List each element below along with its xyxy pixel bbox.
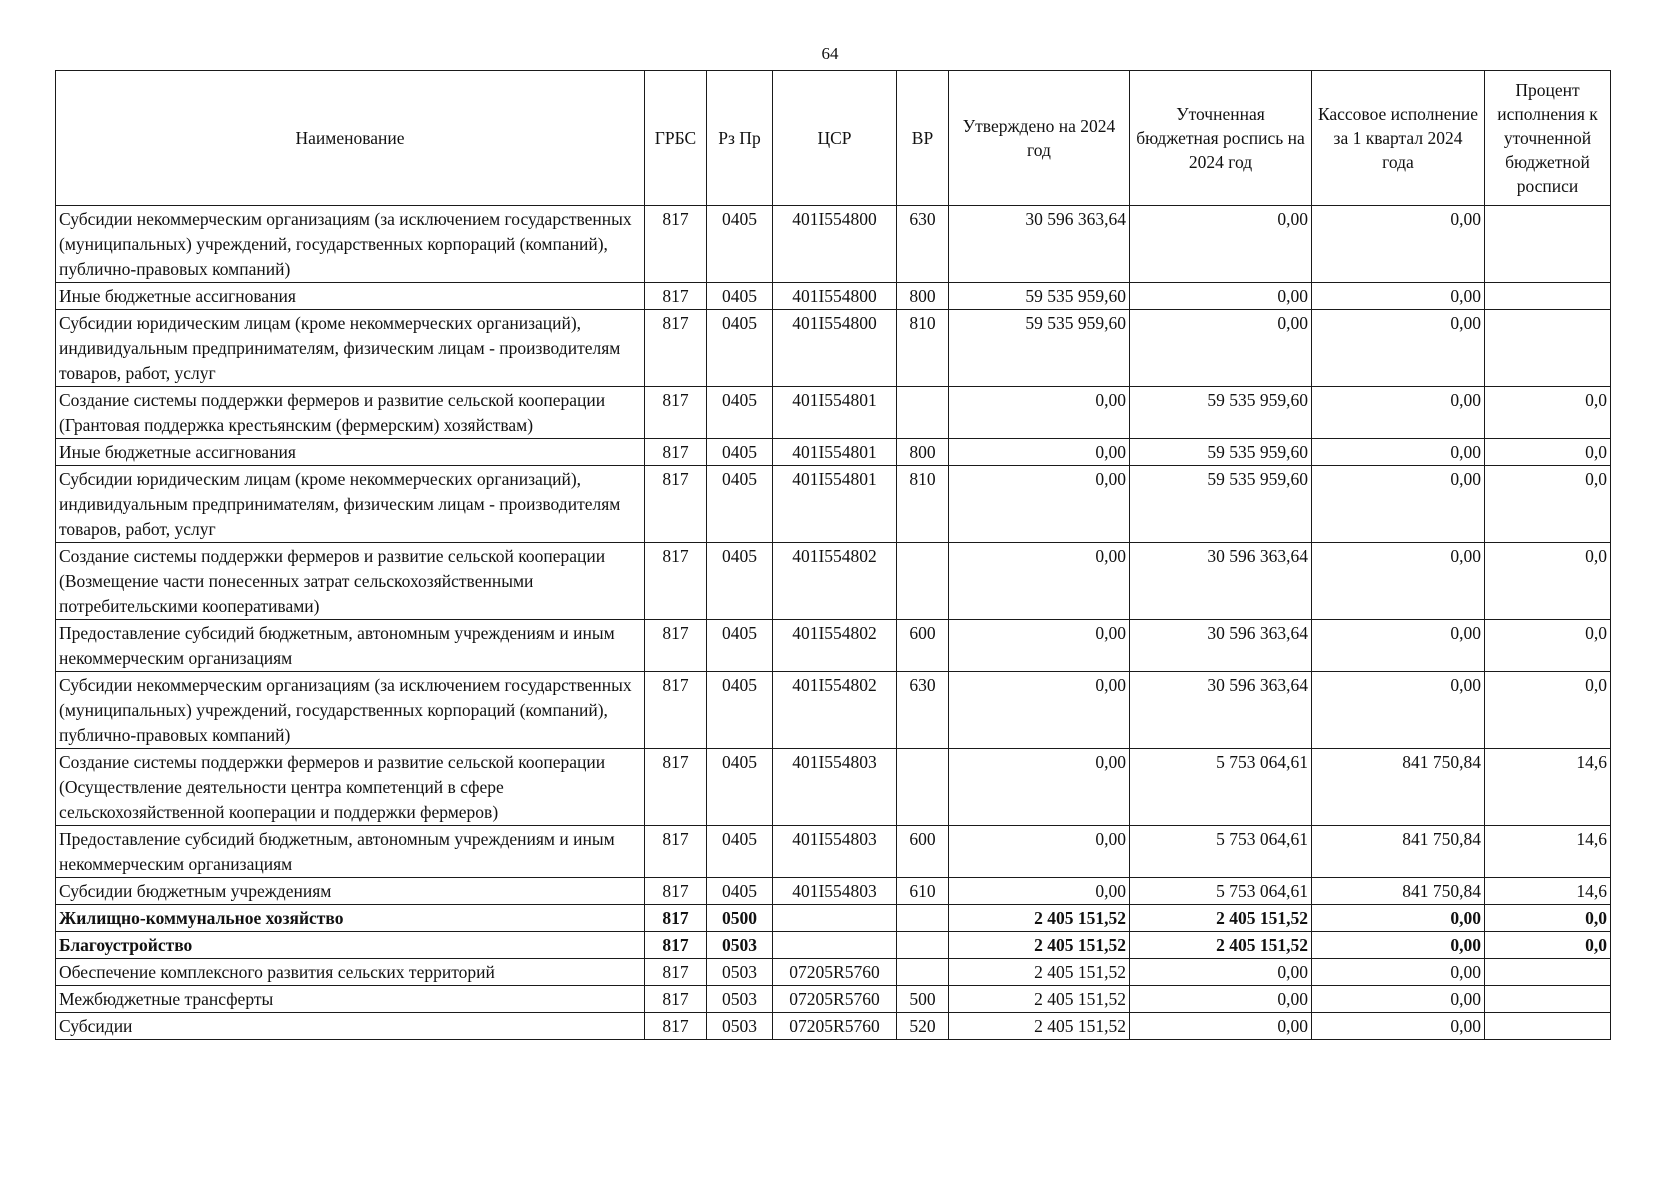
page-number: 64 (821, 44, 839, 63)
table-row (56, 826, 1611, 878)
cell-refined: 2 405 151,52 (1130, 905, 1312, 932)
table-row (56, 387, 1611, 439)
cell-vr (897, 387, 949, 439)
cell-grbs: 817 (645, 543, 707, 620)
cell-csr (773, 905, 897, 932)
cell-approved: 0,00 (949, 826, 1130, 878)
cell-executed: 841 750,84 (1312, 749, 1485, 826)
budget-table (55, 70, 1611, 1040)
cell-approved: 0,00 (949, 749, 1130, 826)
cell-name: Межбюджетные трансферты (56, 986, 645, 1013)
cell-grbs: 817 (645, 932, 707, 959)
cell-vr: 610 (897, 878, 949, 905)
cell-refined: 30 596 363,64 (1130, 620, 1312, 672)
table-row (56, 466, 1611, 543)
cell-percent: 14,6 (1485, 749, 1611, 826)
table-row (56, 672, 1611, 749)
cell-csr (773, 932, 897, 959)
cell-name: Создание системы поддержки фермеров и развитие сельской кооперации (Возмещение части понесенных затрат сельскохозяйственными потребительскими кооперативами) (56, 543, 645, 620)
cell-vr: 800 (897, 283, 949, 310)
col-header-percent: Процент исполнения к уточненной бюджетной росписи (1485, 71, 1611, 206)
table-row (56, 543, 1611, 620)
cell-vr (897, 749, 949, 826)
cell-name: Иные бюджетные ассигнования (56, 439, 645, 466)
cell-name: Субсидии юридическим лицам (кроме некоммерческих организаций), индивидуальным предпринимателям, физическим лицам - производителям товаров, работ, услуг (56, 466, 645, 543)
cell-executed: 841 750,84 (1312, 826, 1485, 878)
cell-refined: 5 753 064,61 (1130, 826, 1312, 878)
cell-csr: 401I554801 (773, 387, 897, 439)
cell-approved: 30 596 363,64 (949, 206, 1130, 283)
cell-vr (897, 932, 949, 959)
cell-name: Субсидии юридическим лицам (кроме некоммерческих организаций), индивидуальным предпринимателям, физическим лицам - производителям товаров, работ, услуг (56, 310, 645, 387)
cell-rzpr: 0405 (707, 387, 773, 439)
cell-refined: 5 753 064,61 (1130, 749, 1312, 826)
cell-approved: 0,00 (949, 466, 1130, 543)
cell-approved: 2 405 151,52 (949, 1013, 1130, 1040)
cell-executed: 0,00 (1312, 439, 1485, 466)
col-header-name: Наименование (56, 71, 645, 206)
cell-executed: 0,00 (1312, 905, 1485, 932)
cell-csr: 07205R5760 (773, 959, 897, 986)
cell-name: Иные бюджетные ассигнования (56, 283, 645, 310)
cell-rzpr: 0503 (707, 1013, 773, 1040)
cell-rzpr: 0405 (707, 620, 773, 672)
cell-rzpr: 0405 (707, 878, 773, 905)
cell-grbs: 817 (645, 620, 707, 672)
col-header-grbs: ГРБС (645, 71, 707, 206)
cell-csr: 401I554802 (773, 672, 897, 749)
cell-percent: 0,0 (1485, 387, 1611, 439)
cell-executed: 0,00 (1312, 959, 1485, 986)
cell-rzpr: 0405 (707, 310, 773, 387)
cell-vr: 810 (897, 466, 949, 543)
cell-csr: 401I554803 (773, 878, 897, 905)
cell-vr (897, 543, 949, 620)
cell-executed: 0,00 (1312, 310, 1485, 387)
cell-percent: 0,0 (1485, 932, 1611, 959)
cell-approved: 0,00 (949, 543, 1130, 620)
cell-executed: 0,00 (1312, 283, 1485, 310)
cell-approved: 59 535 959,60 (949, 283, 1130, 310)
cell-csr: 401I554802 (773, 620, 897, 672)
cell-csr: 401I554801 (773, 466, 897, 543)
cell-name: Создание системы поддержки фермеров и развитие сельской кооперации (Грантовая поддержка крестьянским (фермерским) хозяйствам) (56, 387, 645, 439)
cell-name: Благоустройство (56, 932, 645, 959)
cell-approved: 2 405 151,52 (949, 932, 1130, 959)
cell-approved: 0,00 (949, 672, 1130, 749)
cell-grbs: 817 (645, 206, 707, 283)
cell-percent: 14,6 (1485, 878, 1611, 905)
cell-percent (1485, 206, 1611, 283)
cell-percent: 14,6 (1485, 826, 1611, 878)
cell-name: Предоставление субсидий бюджетным, автономным учреждениям и иным некоммерческим организациям (56, 826, 645, 878)
cell-csr: 401I554800 (773, 310, 897, 387)
table-row-section (56, 932, 1611, 959)
table-row (56, 310, 1611, 387)
cell-percent: 0,0 (1485, 905, 1611, 932)
cell-percent: 0,0 (1485, 439, 1611, 466)
cell-refined: 0,00 (1130, 959, 1312, 986)
cell-rzpr: 0405 (707, 439, 773, 466)
cell-csr: 07205R5760 (773, 986, 897, 1013)
cell-grbs: 817 (645, 310, 707, 387)
cell-grbs: 817 (645, 1013, 707, 1040)
cell-csr: 07205R5760 (773, 1013, 897, 1040)
cell-rzpr: 0503 (707, 959, 773, 986)
cell-refined: 59 535 959,60 (1130, 439, 1312, 466)
cell-executed: 0,00 (1312, 1013, 1485, 1040)
cell-refined: 0,00 (1130, 986, 1312, 1013)
cell-vr (897, 905, 949, 932)
cell-refined: 5 753 064,61 (1130, 878, 1312, 905)
cell-refined: 59 535 959,60 (1130, 387, 1312, 439)
table-row-section (56, 905, 1611, 932)
cell-percent (1485, 283, 1611, 310)
cell-csr: 401I554800 (773, 283, 897, 310)
cell-grbs: 817 (645, 878, 707, 905)
cell-executed: 0,00 (1312, 466, 1485, 543)
cell-approved: 2 405 151,52 (949, 905, 1130, 932)
cell-refined: 59 535 959,60 (1130, 466, 1312, 543)
table-row (56, 986, 1611, 1013)
table-row (56, 439, 1611, 466)
cell-vr: 600 (897, 620, 949, 672)
cell-vr: 630 (897, 206, 949, 283)
cell-name: Субсидии некоммерческим организациям (за исключением государственных (муниципальных) учреждений, государственных корпораций (компаний), публично-правовых компаний) (56, 672, 645, 749)
cell-percent (1485, 986, 1611, 1013)
cell-refined: 30 596 363,64 (1130, 672, 1312, 749)
cell-vr: 600 (897, 826, 949, 878)
table-row (56, 206, 1611, 283)
cell-vr: 630 (897, 672, 949, 749)
cell-refined: 30 596 363,64 (1130, 543, 1312, 620)
table-body (56, 206, 1611, 1040)
cell-refined: 2 405 151,52 (1130, 932, 1312, 959)
cell-grbs: 817 (645, 905, 707, 932)
cell-approved: 0,00 (949, 620, 1130, 672)
cell-grbs: 817 (645, 826, 707, 878)
cell-percent: 0,0 (1485, 543, 1611, 620)
table-row (56, 1013, 1611, 1040)
table-row (56, 959, 1611, 986)
cell-rzpr: 0405 (707, 466, 773, 543)
cell-percent: 0,0 (1485, 466, 1611, 543)
cell-percent (1485, 310, 1611, 387)
cell-grbs: 817 (645, 672, 707, 749)
cell-rzpr: 0405 (707, 826, 773, 878)
cell-approved: 0,00 (949, 878, 1130, 905)
cell-executed: 0,00 (1312, 672, 1485, 749)
cell-vr: 520 (897, 1013, 949, 1040)
cell-grbs: 817 (645, 986, 707, 1013)
cell-name: Субсидии (56, 1013, 645, 1040)
table-row (56, 283, 1611, 310)
cell-vr: 800 (897, 439, 949, 466)
cell-name: Обеспечение комплексного развития сельских территорий (56, 959, 645, 986)
cell-rzpr: 0405 (707, 672, 773, 749)
table-row (56, 749, 1611, 826)
cell-name: Субсидии некоммерческим организациям (за исключением государственных (муниципальных) учреждений, государственных корпораций (компаний), публично-правовых компаний) (56, 206, 645, 283)
header-row (56, 71, 1611, 206)
cell-refined: 0,00 (1130, 206, 1312, 283)
cell-executed: 0,00 (1312, 206, 1485, 283)
cell-approved: 59 535 959,60 (949, 310, 1130, 387)
col-header-approved: Утверждено на 2024 год (949, 71, 1130, 206)
cell-grbs: 817 (645, 749, 707, 826)
cell-name: Предоставление субсидий бюджетным, автономным учреждениям и иным некоммерческим организациям (56, 620, 645, 672)
cell-rzpr: 0405 (707, 543, 773, 620)
cell-rzpr: 0500 (707, 905, 773, 932)
cell-vr: 500 (897, 986, 949, 1013)
col-header-vr: ВР (897, 71, 949, 206)
cell-refined: 0,00 (1130, 310, 1312, 387)
cell-grbs: 817 (645, 387, 707, 439)
cell-vr: 810 (897, 310, 949, 387)
col-header-rzpr: Рз Пр (707, 71, 773, 206)
cell-csr: 401I554803 (773, 749, 897, 826)
table-row (56, 878, 1611, 905)
cell-rzpr: 0503 (707, 986, 773, 1013)
cell-vr (897, 959, 949, 986)
cell-approved: 0,00 (949, 387, 1130, 439)
cell-rzpr: 0503 (707, 932, 773, 959)
cell-grbs: 817 (645, 959, 707, 986)
cell-approved: 2 405 151,52 (949, 986, 1130, 1013)
cell-percent (1485, 1013, 1611, 1040)
cell-csr: 401I554801 (773, 439, 897, 466)
cell-refined: 0,00 (1130, 1013, 1312, 1040)
cell-csr: 401I554800 (773, 206, 897, 283)
cell-approved: 0,00 (949, 439, 1130, 466)
cell-rzpr: 0405 (707, 283, 773, 310)
cell-csr: 401I554802 (773, 543, 897, 620)
cell-name: Создание системы поддержки фермеров и развитие сельской кооперации (Осуществление деятельности центра компетенций в сфере сельскохозяйственной кооперации и поддержки фермеров) (56, 749, 645, 826)
cell-rzpr: 0405 (707, 206, 773, 283)
cell-refined: 0,00 (1130, 283, 1312, 310)
col-header-csr: ЦСР (773, 71, 897, 206)
cell-executed: 841 750,84 (1312, 878, 1485, 905)
cell-executed: 0,00 (1312, 387, 1485, 439)
cell-name: Субсидии бюджетным учреждениям (56, 878, 645, 905)
table-row (56, 620, 1611, 672)
cell-executed: 0,00 (1312, 543, 1485, 620)
cell-grbs: 817 (645, 283, 707, 310)
cell-executed: 0,00 (1312, 620, 1485, 672)
cell-approved: 2 405 151,52 (949, 959, 1130, 986)
cell-csr: 401I554803 (773, 826, 897, 878)
cell-rzpr: 0405 (707, 749, 773, 826)
col-header-executed: Кассовое исполнение за 1 квартал 2024 года (1312, 71, 1485, 206)
cell-percent (1485, 959, 1611, 986)
cell-percent: 0,0 (1485, 672, 1611, 749)
cell-executed: 0,00 (1312, 986, 1485, 1013)
cell-percent: 0,0 (1485, 620, 1611, 672)
cell-grbs: 817 (645, 439, 707, 466)
cell-grbs: 817 (645, 466, 707, 543)
col-header-refined: Уточненная бюджетная роспись на 2024 год (1130, 71, 1312, 206)
cell-name: Жилищно-коммунальное хозяйство (56, 905, 645, 932)
cell-executed: 0,00 (1312, 932, 1485, 959)
